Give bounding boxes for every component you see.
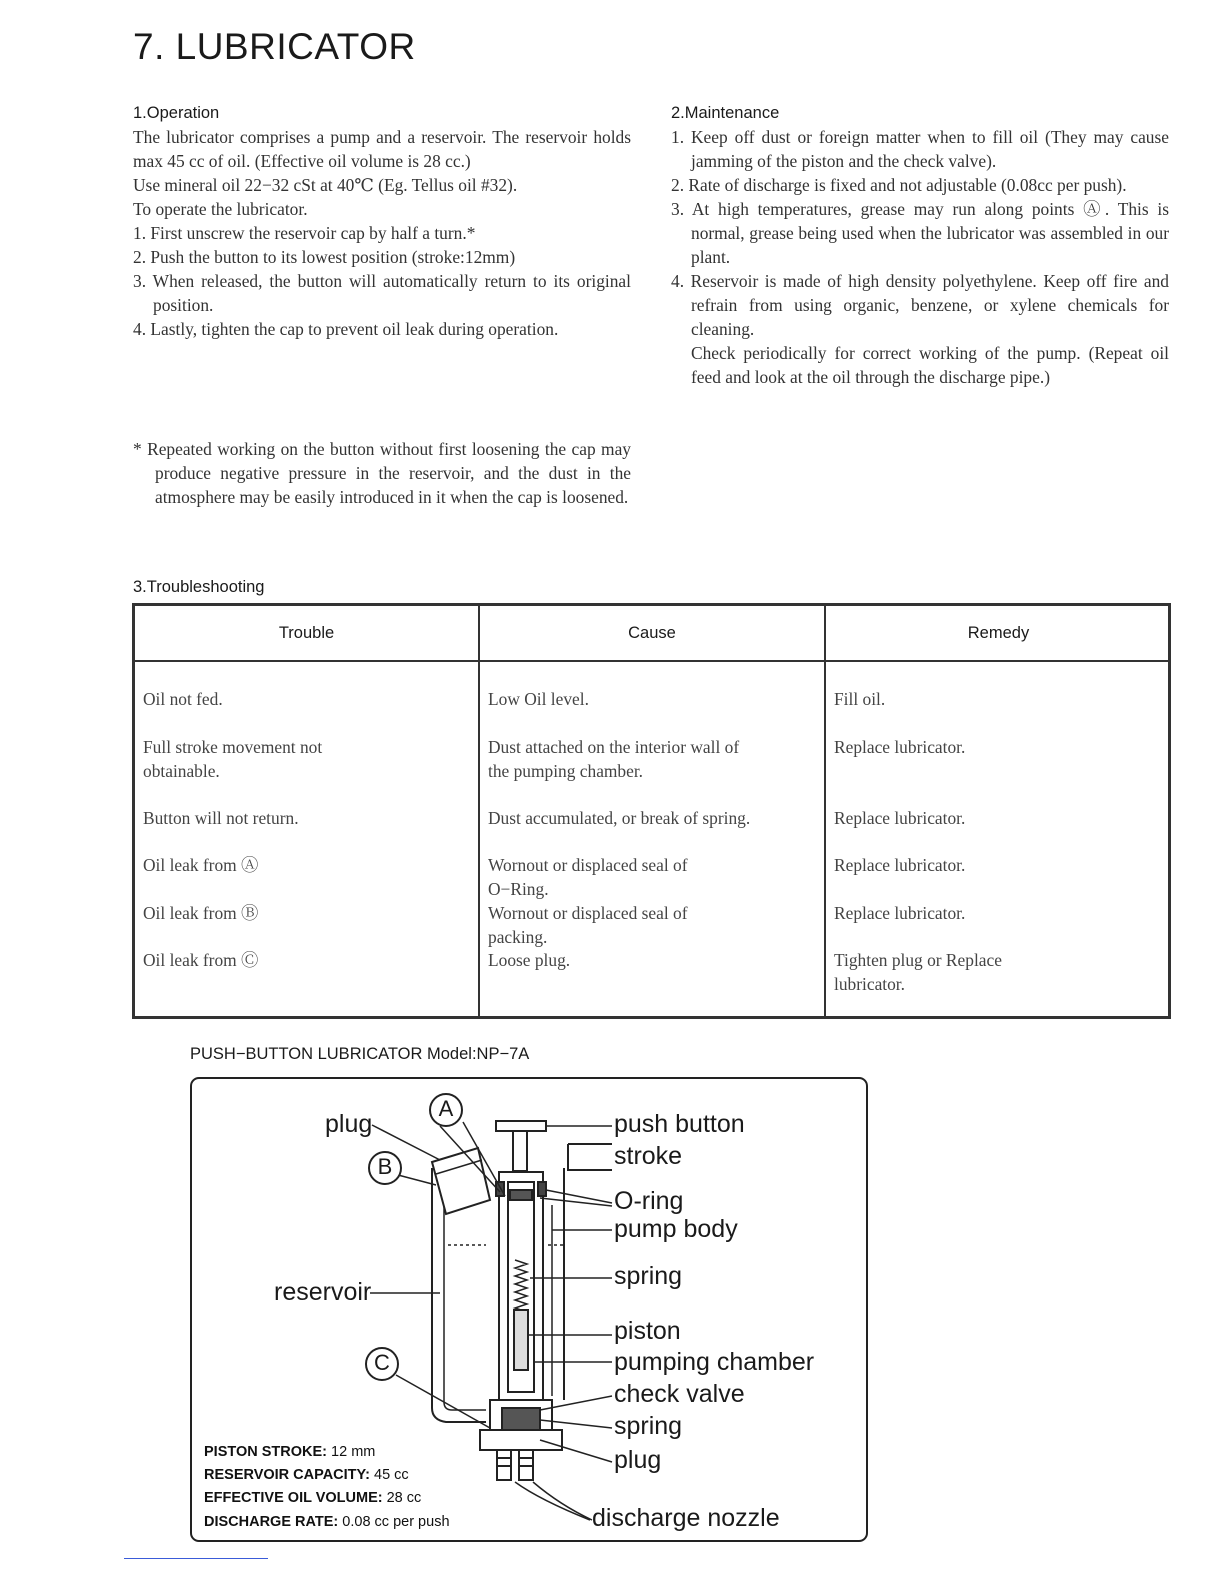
column-header-cause: Cause [628,624,676,642]
remedy-cell: Replace lubricator. [834,808,966,828]
remedy-cell: Replace lubricator. [834,737,966,757]
diagram-caption: PUSH−BUTTON LUBRICATOR Model:NP−7A [190,1045,530,1063]
remedy-cell: Replace lubricator. [834,855,966,875]
column-header-remedy: Remedy [967,624,1030,642]
stroke-bracket [568,1144,612,1170]
spec-effective-oil-volume: EFFECTIVE OIL VOLUME: 28 cc [204,1490,422,1506]
trouble-cell: Full stroke movement not obtainable. [143,737,323,781]
column-header-trouble: Trouble [278,624,335,642]
label-discharge-nozzle: discharge nozzle [592,1504,780,1532]
cause-cell: Wornout or displaced seal of packing. [488,903,688,947]
operation-heading: 1.Operation [133,104,220,122]
cause-cell: Dust attached on the interior wall of the pumping chamber. [488,737,740,781]
spec-reservoir-capacity: RESERVOIR CAPACITY: 45 cc [204,1467,409,1483]
cause-cell: Dust accumulated, or break of spring. [488,808,751,828]
label-spring-upper: spring [614,1262,683,1290]
remedy-cell: Replace lubricator. [834,903,966,923]
spec-piston-stroke: PISTON STROKE: 12 mm [204,1444,376,1460]
label-stroke: stroke [614,1142,683,1170]
trouble-cell: Oil not fed. [143,689,223,709]
label-plug-top: plug [325,1110,373,1138]
reservoir-inner-wall [444,1192,486,1410]
piston-shape [514,1310,528,1370]
reservoir-cap [432,1148,490,1214]
maintenance-step: 2. Rate of discharge is fixed and not adjustable (0.08cc per push). [671,175,1127,195]
cause-cell: Wornout or displaced seal of O−Ring. [488,855,688,899]
maintenance-heading: 2.Maintenance [671,104,780,122]
remedy-cell: Tighten plug or Replace lubricator. [834,950,1002,994]
trouble-cell: Oil leak from Ⓐ [143,855,259,875]
cause-cell: Low Oil level. [488,689,589,709]
spec-discharge-rate: DISCHARGE RATE: 0.08 cc per push [204,1514,450,1530]
maintenance-extra: Check periodically for correct working of the pump. (Repeat oil feed and look at the oil through the discharge pipe.) [691,343,1169,387]
point-c-label: C [374,1350,390,1375]
troubleshooting-heading: 3.Troubleshooting [133,578,265,596]
label-push-button: push button [614,1110,745,1138]
operation-note: * Repeated working on the button without first loosening the cap may produce negative pressure in the reservoir, and the dust in the atmosphere may be easily introduced in it when the cap is loosened. [133,439,631,507]
operation-step: 2. Push the button to its lowest position (stroke:12mm) [133,247,516,267]
label-reservoir: reservoir [274,1278,372,1306]
cause-cell: Loose plug. [488,950,571,970]
label-check-valve: check valve [614,1380,745,1408]
operation-step: 4. Lastly, tighten the cap to prevent oil leak during operation. [133,319,559,339]
label-o-ring: O-ring [614,1187,684,1215]
label-pumping-chamber: pumping chamber [614,1348,815,1376]
maintenance-step: 4. Reservoir is made of high density polyethylene. Keep off fire and refrain from using organic, benzene, or xylene chemicals for cleaning. [671,271,1169,339]
operation-paragraph: To operate the lubricator. [133,199,308,219]
point-a-label: A [438,1096,454,1121]
trouble-cell: Oil leak from Ⓑ [143,903,259,923]
trouble-cell: Oil leak from Ⓒ [143,950,259,970]
trouble-cell: Button will not return. [143,808,299,828]
footer-rule [124,1558,268,1559]
operation-paragraph: Use mineral oil 22−32 cSt at 40℃ (Eg. Tellus oil #32). [133,175,518,195]
remedy-cell: Fill oil. [834,689,886,709]
operation-step: 1. First unscrew the reservoir cap by half a turn.* [133,223,476,243]
push-button-shape [496,1121,546,1131]
operation-step: 3. When released, the button will automatically return to its original position. [133,271,631,315]
label-piston: piston [614,1317,681,1345]
operation-paragraph: The lubricator comprises a pump and a reservoir. The reservoir holds max 45 cc of oil. (Effective oil volume is 28 cc.) [133,127,631,171]
maintenance-step: 3. At high temperatures, grease may run along points Ⓐ. This is normal, grease being used when the lubricator was assembled in our plant. [671,199,1169,267]
point-b-label: B [377,1154,393,1179]
label-plug-bottom: plug [614,1446,662,1474]
label-pump-body: pump body [614,1215,738,1243]
page-title: 7. LUBRICATOR [133,26,416,67]
maintenance-step: 1. Keep off dust or foreign matter when to fill oil (They may cause jamming of the piston and the check valve). [671,127,1169,171]
label-spring-lower: spring [614,1412,683,1440]
